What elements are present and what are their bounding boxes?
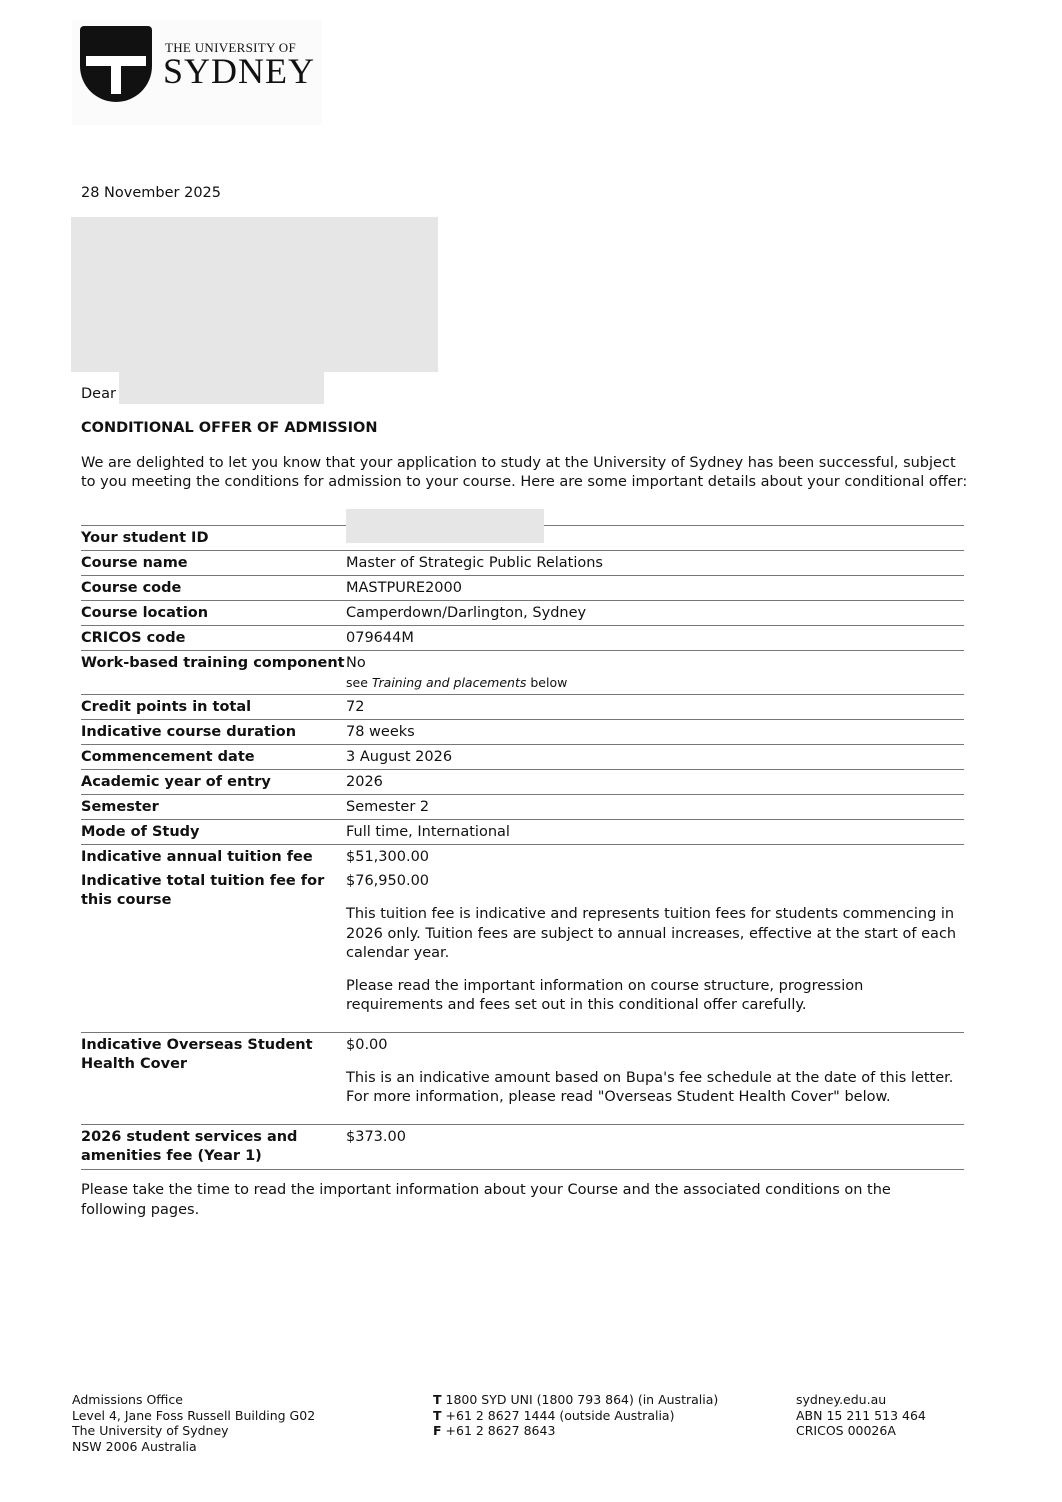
- table-row: [81, 819, 964, 844]
- row-label: 2026 student services and amenities fee (Year 1): [81, 1128, 298, 1164]
- table-row: [81, 650, 964, 694]
- table-row: [81, 794, 964, 819]
- row-value: MASTPURE2000: [346, 580, 462, 596]
- address-line: Level 4, Jane Foss Russell Building G02: [72, 1407, 316, 1423]
- table-row: [81, 525, 964, 550]
- row-label: Work-based training component: [81, 655, 345, 671]
- table-row: [81, 869, 964, 1032]
- row-value: 079644M: [346, 630, 414, 646]
- cricos: CRICOS 00026A: [796, 1423, 896, 1439]
- phone-prefix: T: [433, 1407, 442, 1423]
- crest-icon: [80, 26, 152, 102]
- letter-date: 28 November 2025: [81, 185, 222, 201]
- row-label: Credit points in total: [81, 699, 252, 715]
- note-link-text: Training and placements: [371, 675, 527, 690]
- phone-number: 1800 SYD UNI (1800 793 864) (in Australia): [445, 1392, 719, 1407]
- row-label: Indicative course duration: [81, 724, 297, 740]
- row-value: Master of Strategic Public Relations: [346, 555, 603, 571]
- row-label: Your student ID: [81, 530, 209, 546]
- redacted-address: [71, 217, 438, 372]
- row-label: Indicative annual tuition fee: [81, 849, 313, 865]
- redacted-student-id: [346, 509, 544, 543]
- note-text: see: [346, 675, 372, 690]
- fee-note: Please read the important information on course structure, progression requirements and fees set out in this conditional offer carefully.: [346, 977, 864, 1013]
- row-label: CRICOS code: [81, 630, 186, 646]
- closing-text: Please take the time to read the important information about your Course and the associated conditions on the following pages.: [81, 1182, 891, 1218]
- logo-line2: SYDNEY: [163, 51, 316, 91]
- table-row: [81, 625, 964, 650]
- fax-number: +61 2 8627 8643: [445, 1423, 556, 1439]
- row-value: 3 August 2026: [346, 749, 453, 765]
- table-row: [81, 1124, 964, 1170]
- row-label: Course code: [81, 580, 182, 596]
- row-label: Semester: [81, 799, 159, 815]
- footer-info: [796, 1392, 926, 1439]
- table-row: [81, 719, 964, 744]
- footer-address: [72, 1392, 315, 1455]
- salutation: Dear: [81, 386, 116, 402]
- table-row: [81, 1032, 964, 1124]
- row-label: Mode of Study: [81, 824, 200, 840]
- table-row: [81, 600, 964, 625]
- row-label: Course location: [81, 605, 209, 621]
- row-value: 2026: [346, 774, 383, 790]
- row-value: Camperdown/Darlington, Sydney: [346, 605, 587, 621]
- offer-details-table: [81, 525, 964, 1170]
- fax-prefix: F: [433, 1423, 442, 1439]
- table-row: [81, 575, 964, 600]
- address-line: NSW 2006 Australia: [72, 1439, 197, 1455]
- row-label: Indicative total tuition fee for this course: [81, 873, 325, 908]
- row-label: Course name: [81, 555, 188, 571]
- address-line: The University of Sydney: [72, 1423, 229, 1439]
- footer-contacts: [433, 1392, 718, 1439]
- note-text: below: [526, 675, 568, 690]
- university-logo: [72, 20, 322, 125]
- row-value: 72: [346, 699, 365, 715]
- redacted-name: [119, 372, 324, 404]
- row-label: Indicative Overseas Student Health Cover: [81, 1036, 313, 1072]
- fee-note: This tuition fee is indicative and represents tuition fees for students commencing in 2026 only. Tuition fees are subject to annual increases, effective at the start of each calendar year.: [346, 906, 957, 961]
- row-value: $76,950.00: [346, 873, 430, 889]
- row-value: $51,300.00: [346, 849, 430, 865]
- intro-text: We are delighted to let you know that your application to study at the University of Sydney has been successful, subject to you meeting the conditions for admission to your course. Here are some important details about your conditional offer:: [81, 455, 968, 490]
- row-value: Full time, International: [346, 824, 510, 840]
- address-line: Admissions Office: [72, 1392, 183, 1407]
- offer-title: CONDITIONAL OFFER OF ADMISSION: [81, 420, 378, 436]
- table-row: [81, 694, 964, 719]
- abn: ABN 15 211 513 464: [796, 1407, 926, 1423]
- website: sydney.edu.au: [796, 1392, 887, 1407]
- row-value: 78 weeks: [346, 724, 415, 740]
- row-label: Academic year of entry: [81, 774, 271, 790]
- logo-line1: THE UNIVERSITY OF: [165, 40, 296, 55]
- phone-number: +61 2 8627 1444 (outside Australia): [445, 1407, 675, 1423]
- table-row: [81, 769, 964, 794]
- row-value: $373.00: [346, 1128, 406, 1145]
- phone-prefix: T: [433, 1392, 442, 1407]
- row-value: $0.00: [346, 1036, 388, 1053]
- table-row: [81, 550, 964, 575]
- table-row: [81, 844, 964, 869]
- row-label: Commencement date: [81, 749, 255, 765]
- table-row: [81, 744, 964, 769]
- row-value: No: [346, 655, 366, 671]
- oshc-note: This is an indicative amount based on Bupa's fee schedule at the date of this letter. For more information, please read "Overseas Student Health Cover" below.: [346, 1069, 954, 1105]
- row-value: Semester 2: [346, 799, 430, 815]
